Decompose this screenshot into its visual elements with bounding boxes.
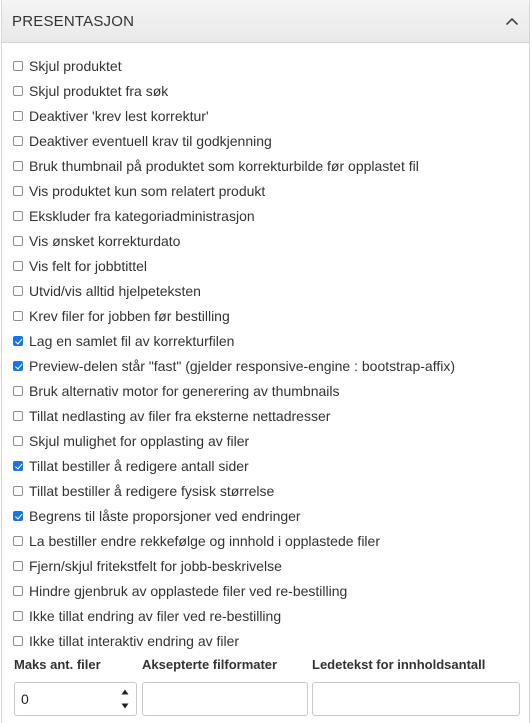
option-label: Ikke tillat interaktiv endring av filer (29, 632, 240, 649)
option-row[interactable] (2, 128, 529, 153)
option-row[interactable] (2, 353, 529, 378)
option-label: Deaktiver 'krev lest korrektur' (29, 107, 209, 124)
content-count-prompt-input[interactable] (312, 682, 520, 716)
option-label: Ekskluder fra kategoriadministrasjon (29, 207, 255, 224)
option-checkbox[interactable] (13, 186, 23, 196)
option-label: Bruk alternativ motor for generering av thumbnails (29, 382, 340, 399)
panel-header[interactable] (2, 0, 529, 43)
max-files-label: Maks ant. filer (14, 657, 101, 672)
presentasjon-panel (1, 0, 530, 723)
option-checkbox[interactable] (13, 636, 23, 646)
option-label: Vis felt for jobbtittel (29, 257, 148, 274)
option-checkbox[interactable] (13, 611, 23, 621)
option-checkbox[interactable] (13, 461, 23, 471)
options-list (2, 53, 529, 653)
option-label: Tillat bestiller å redigere antall sider (29, 457, 249, 474)
option-label: Skjul produktet (29, 57, 122, 74)
option-label: Begrens til låste proporsjoner ved endringer (29, 507, 301, 524)
option-checkbox[interactable] (13, 486, 23, 496)
option-label: La bestiller endre rekkefølge og innhold i opplastede filer (29, 532, 380, 549)
option-label: Vis produktet kun som relatert produkt (29, 182, 266, 199)
option-checkbox[interactable] (13, 236, 23, 246)
accepted-formats-label: Aksepterte filformater (142, 657, 278, 672)
option-row[interactable] (2, 53, 529, 78)
option-row[interactable] (2, 303, 529, 328)
option-row[interactable] (2, 578, 529, 603)
option-checkbox[interactable] (13, 136, 23, 146)
option-checkbox[interactable] (13, 86, 23, 96)
accepted-formats-input[interactable] (142, 682, 308, 716)
triangle-up-icon[interactable] (118, 686, 132, 698)
option-row[interactable] (2, 453, 529, 478)
option-row[interactable] (2, 78, 529, 103)
max-files-stepper[interactable] (14, 682, 137, 716)
option-row[interactable] (2, 253, 529, 278)
option-label: Fjern/skjul fritekstfelt for jobb-beskrivelse (29, 557, 282, 574)
option-row[interactable] (2, 328, 529, 353)
option-row[interactable] (2, 228, 529, 253)
option-row[interactable] (2, 278, 529, 303)
option-checkbox[interactable] (13, 361, 23, 371)
option-checkbox[interactable] (13, 161, 23, 171)
option-checkbox[interactable] (13, 286, 23, 296)
option-row[interactable] (2, 153, 529, 178)
option-checkbox[interactable] (13, 61, 23, 71)
max-files-value: 0 (21, 691, 29, 707)
option-checkbox[interactable] (13, 386, 23, 396)
option-row[interactable] (2, 203, 529, 228)
option-row[interactable] (2, 553, 529, 578)
option-row[interactable] (2, 378, 529, 403)
option-checkbox[interactable] (13, 511, 23, 521)
option-row[interactable] (2, 403, 529, 428)
stepper-controls (118, 686, 132, 712)
option-label: Lag en samlet fil av korrekturfilen (29, 332, 235, 349)
option-checkbox[interactable] (13, 211, 23, 221)
option-label: Vis ønsket korrekturdato (29, 232, 181, 249)
option-checkbox[interactable] (13, 111, 23, 121)
option-checkbox[interactable] (13, 311, 23, 321)
option-label: Skjul produktet fra søk (29, 82, 169, 99)
option-label: Utvid/vis alltid hjelpeteksten (29, 282, 201, 299)
chevron-up-icon[interactable] (505, 14, 519, 28)
option-label: Skjul mulighet for opplasting av filer (29, 432, 250, 449)
option-checkbox[interactable] (13, 261, 23, 271)
panel-title: PRESENTASJON (12, 12, 135, 30)
content-count-prompt-label: Ledetekst for innholdsantall (312, 657, 486, 672)
option-label: Bruk thumbnail på produktet som korrekturbilde før opplastet fil (29, 157, 419, 174)
option-label: Hindre gjenbruk av opplastede filer ved re-bestilling (29, 582, 348, 599)
option-row[interactable] (2, 428, 529, 453)
option-row[interactable] (2, 178, 529, 203)
option-row[interactable] (2, 628, 529, 653)
option-label: Krev filer for jobben før bestilling (29, 307, 230, 324)
option-checkbox[interactable] (13, 586, 23, 596)
option-row[interactable] (2, 528, 529, 553)
option-label: Deaktiver eventuell krav til godkjenning (29, 132, 272, 149)
option-checkbox[interactable] (13, 436, 23, 446)
option-checkbox[interactable] (13, 536, 23, 546)
option-row[interactable] (2, 603, 529, 628)
option-label: Tillat bestiller å redigere fysisk størrelse (29, 482, 275, 499)
option-checkbox[interactable] (13, 336, 23, 346)
option-row[interactable] (2, 478, 529, 503)
option-row[interactable] (2, 503, 529, 528)
triangle-down-icon[interactable] (118, 700, 132, 712)
option-checkbox[interactable] (13, 411, 23, 421)
option-label: Tillat nedlasting av filer fra eksterne nettadresser (29, 407, 331, 424)
option-label: Ikke tillat endring av filer ved re-bestilling (29, 607, 282, 624)
option-row[interactable] (2, 103, 529, 128)
option-checkbox[interactable] (13, 561, 23, 571)
option-label: Preview-delen står "fast" (gjelder responsive-engine : bootstrap-affix) (29, 357, 455, 374)
